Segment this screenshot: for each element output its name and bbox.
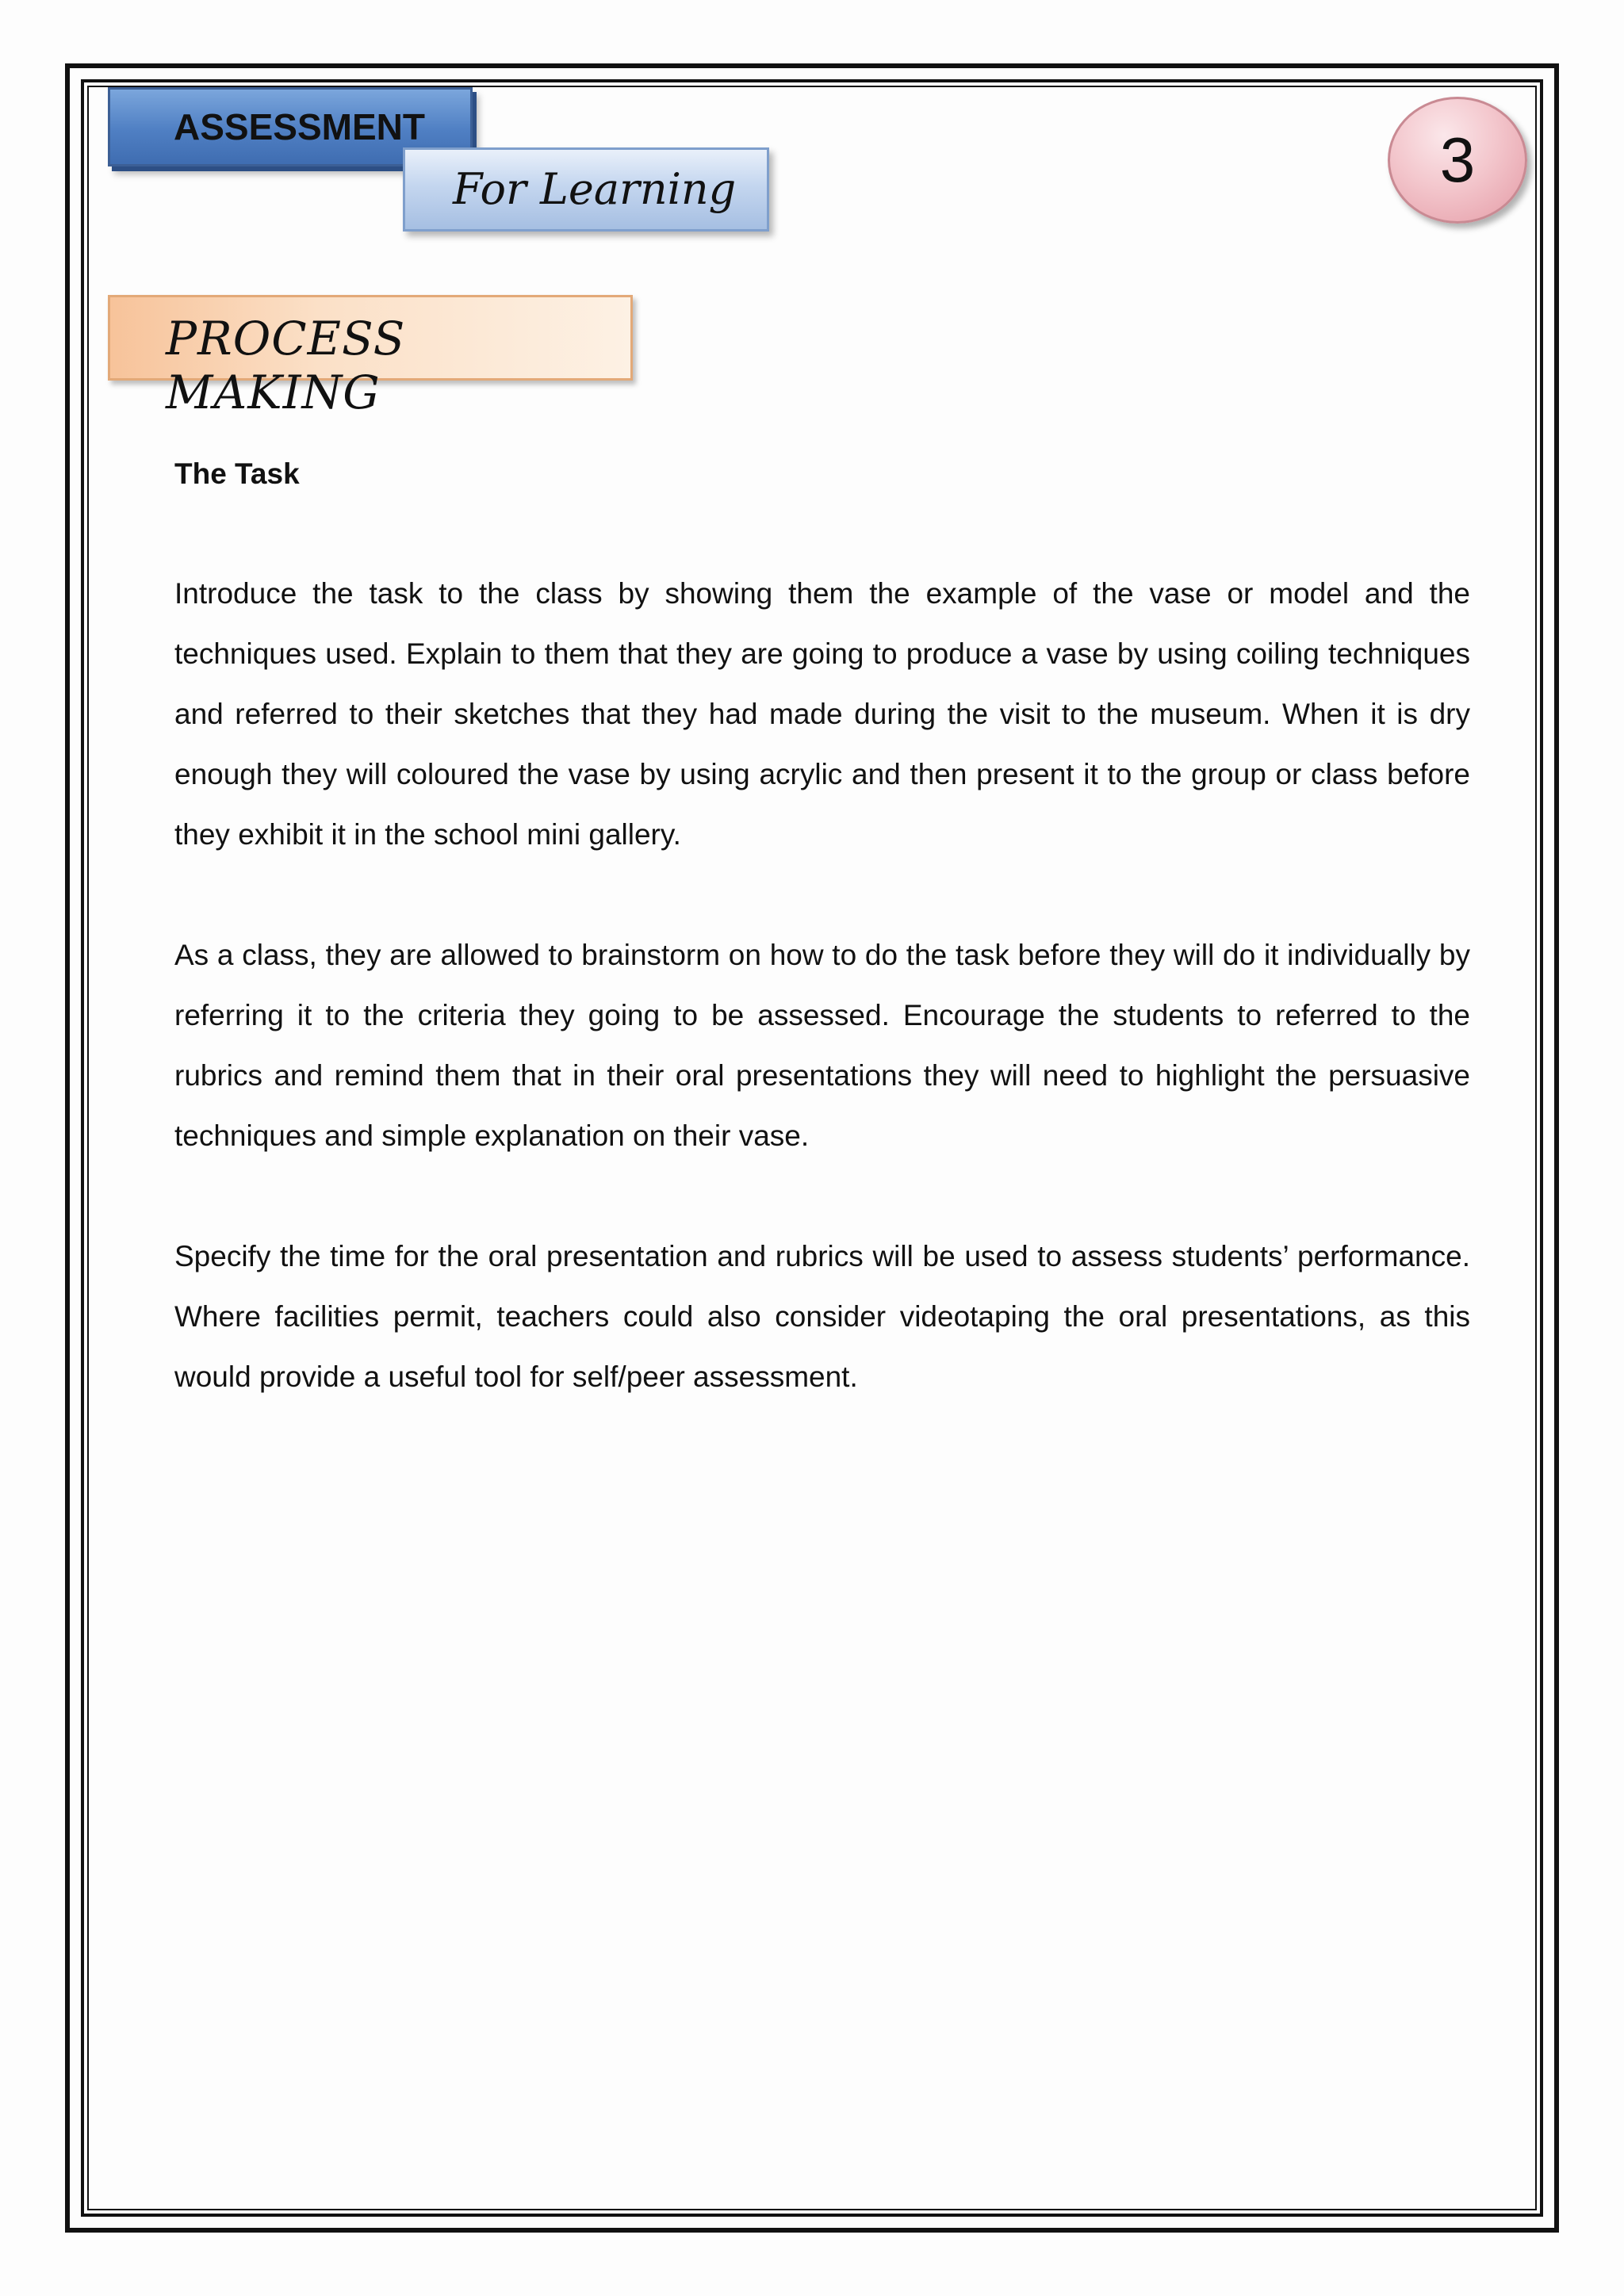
section-banner bbox=[108, 295, 633, 419]
paragraph-3: Specify the time for the oral presentation and rubrics will be used to assess students’ performance. Where facilities permit, teachers could also consider videotaping the oral presentations, as this would provide a useful tool for self/peer assessment. bbox=[174, 1240, 1470, 1393]
paragraph-1: Introduce the task to the class by showing them the example of the vase or model and the techniques used. Explain to them that they are going to produce a vase by using coiling techniques and referred to their sketches that they had made during the visit to the museum. When it is dry enough they will coloured the vase by using acrylic and then present it to the group or class before they exhibit it in the school mini gallery. bbox=[174, 577, 1470, 851]
document-body bbox=[174, 444, 1470, 1407]
page-number-badge bbox=[1388, 97, 1527, 224]
task-heading: The Task bbox=[174, 457, 300, 490]
for-learning-tab bbox=[403, 147, 769, 232]
section-title: PROCESS MAKING bbox=[166, 312, 406, 419]
page-number: 3 bbox=[1439, 124, 1476, 195]
assessment-label: ASSESSMENT bbox=[174, 106, 425, 147]
for-learning-label: For Learning bbox=[453, 164, 737, 214]
paragraph-2: As a class, they are allowed to brainstorm on how to do the task before they will do it individually by referring it to the criteria they going to be assessed. Encourage the students to referred to the rubrics and remind them that in their oral presentations they will need to highlight the persuasive techniques and simple explanation on their vase. bbox=[174, 939, 1470, 1152]
